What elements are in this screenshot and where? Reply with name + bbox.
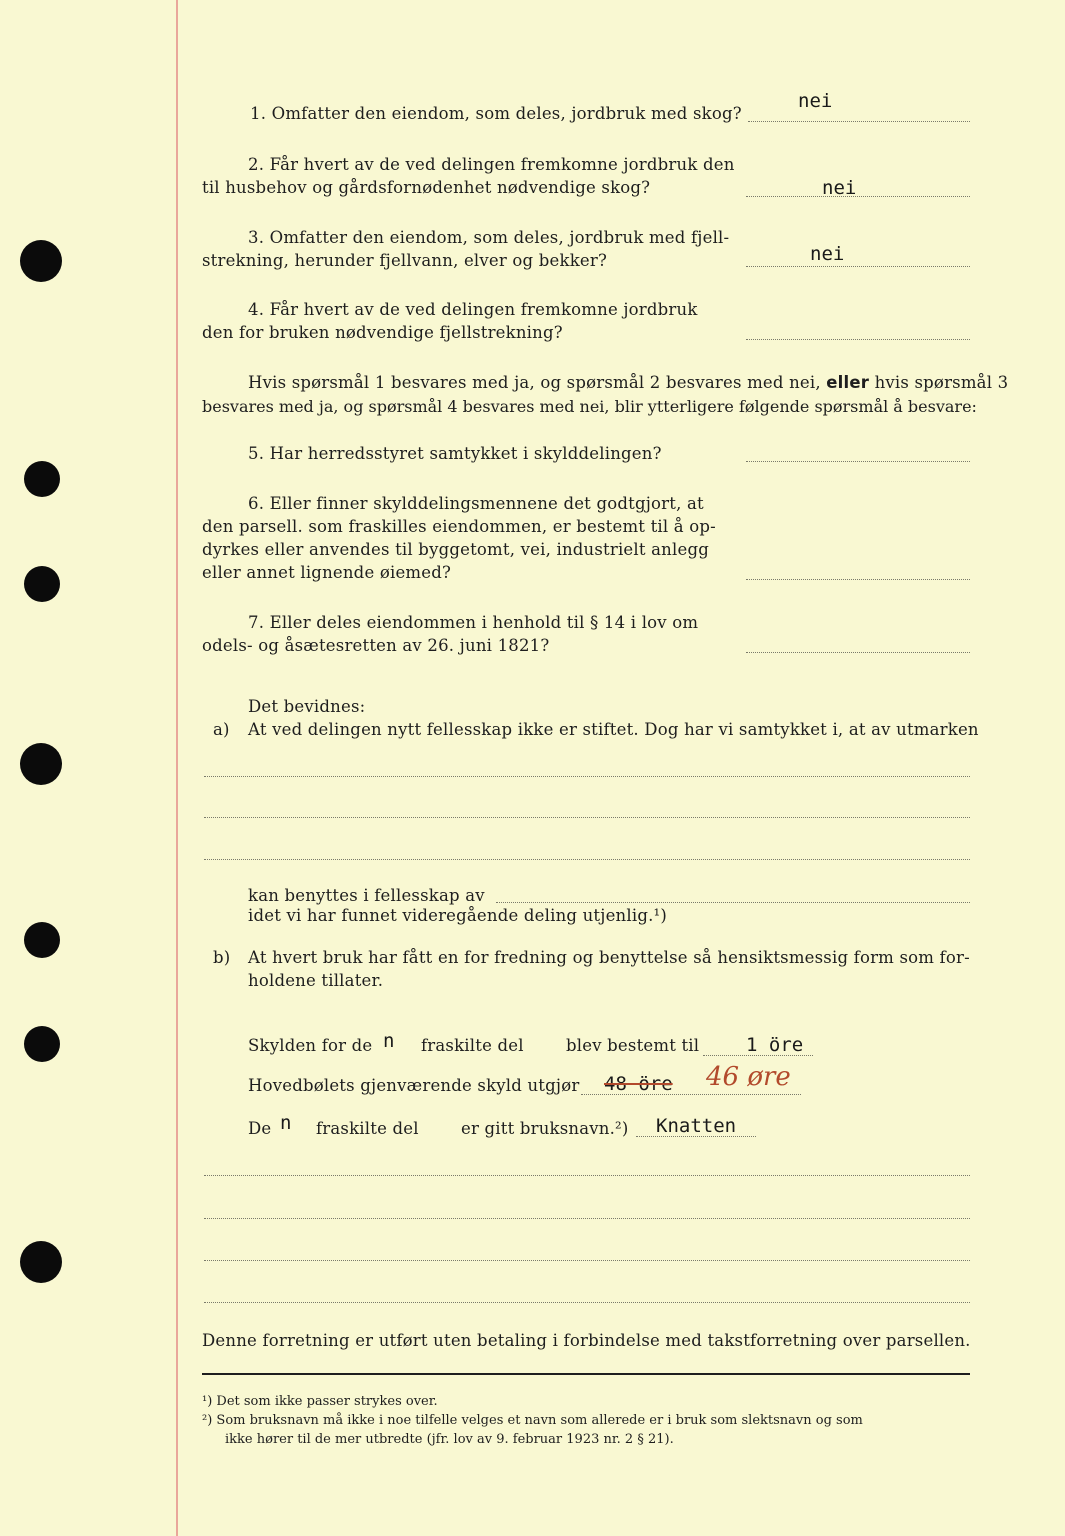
bruksnavn-fraskilte: fraskilte del bbox=[316, 1119, 419, 1138]
bruksnavn-value: Knatten bbox=[656, 1115, 737, 1137]
answer-line-4 bbox=[746, 339, 970, 340]
question-4-line-2: den for bruken nødvendige fjellstrekning? bbox=[202, 323, 563, 342]
answer-line-5 bbox=[746, 461, 970, 462]
binder-hole bbox=[24, 461, 60, 497]
question-7-line-1: 7. Eller deles eiendommen i henhold til § 14 i lov om bbox=[248, 613, 699, 632]
question-3-line-1: 3. Omfatter den eiendom, som deles, jordbruk med fjell- bbox=[248, 228, 730, 247]
binder-hole bbox=[24, 1026, 60, 1062]
fill-line bbox=[204, 859, 970, 860]
skyld-n: n bbox=[383, 1030, 395, 1052]
skyld-fraskilte: fraskilte del bbox=[421, 1036, 524, 1055]
fill-line bbox=[204, 1302, 970, 1303]
item-b-line-2: holdene tillater. bbox=[248, 971, 384, 990]
item-a-text: At ved delingen nytt fellesskap ikke er stiftet. Dog har vi samtykket i, at av utmarken bbox=[248, 720, 979, 739]
question-6-line-1: 6. Eller finner skylddelingsmennene det godtgjort, at bbox=[248, 494, 704, 513]
binder-hole bbox=[24, 922, 60, 958]
bruksnavn-n: n bbox=[280, 1112, 292, 1134]
hovedbol-label: Hovedbølets gjenværende skyld utgjør bbox=[248, 1076, 580, 1095]
question-3-line-2: strekning, herunder fjellvann, elver og bekker? bbox=[202, 251, 607, 270]
item-b-marker: b) bbox=[213, 948, 231, 967]
binder-hole bbox=[24, 566, 60, 602]
answer-line-6 bbox=[746, 579, 970, 580]
answer-line-3 bbox=[746, 266, 970, 267]
fill-line bbox=[496, 902, 970, 903]
answer-line-1 bbox=[748, 121, 970, 122]
condition-line-2: besvares med ja, og spørsmål 4 besvares med nei, blir ytterligere følgende spørsmål å besvare: bbox=[202, 397, 977, 416]
binder-hole bbox=[20, 240, 62, 282]
fill-line bbox=[204, 1175, 970, 1176]
binder-hole bbox=[20, 743, 62, 785]
footnote-rule bbox=[202, 1373, 970, 1375]
condition-text-b: hvis spørsmål 3 bbox=[874, 373, 1009, 392]
closing-statement: Denne forretning er utført uten betaling i forbindelse med takstforretning over parsellen. bbox=[202, 1331, 971, 1350]
item-a-line-2: kan benyttes i fellesskap av bbox=[248, 886, 485, 905]
question-4-line-1: 4. Får hvert av de ved delingen fremkomne jordbruk bbox=[248, 300, 698, 319]
answer-line-2 bbox=[746, 196, 970, 197]
skyld-value: 1 öre bbox=[746, 1034, 804, 1056]
binder-hole bbox=[20, 1241, 62, 1283]
item-a-marker: a) bbox=[213, 720, 230, 739]
skyld-label: Skylden for de bbox=[248, 1036, 373, 1055]
skyld-bestemt: blev bestemt til bbox=[566, 1036, 700, 1055]
question-1: 1. Omfatter den eiendom, som deles, jordbruk med skog? bbox=[250, 104, 742, 123]
condition-text-a: Hvis spørsmål 1 besvares med ja, og spørsmål 2 besvares med nei, bbox=[248, 373, 821, 392]
fill-line bbox=[204, 817, 970, 818]
question-2-line-2: til husbehov og gårdsfornødenhet nødvendige skog? bbox=[202, 178, 651, 197]
question-6-line-2: den parsell. som fraskilles eiendommen, er bestemt til å op- bbox=[202, 517, 716, 536]
question-2-line-1: 2. Får hvert av de ved delingen fremkomne jordbruk den bbox=[248, 155, 735, 174]
fill-line bbox=[204, 776, 970, 777]
fill-line bbox=[204, 1218, 970, 1219]
question-5: 5. Har herredsstyret samtykket i skylddelingen? bbox=[248, 444, 662, 463]
answer-2: nei bbox=[822, 177, 857, 199]
condition-bold: eller bbox=[826, 373, 870, 392]
item-a-line-3: idet vi har funnet videregående deling utjenlig.¹) bbox=[248, 906, 667, 925]
bruksnavn-de: De bbox=[248, 1119, 272, 1138]
condition-line-1 bbox=[248, 371, 1008, 394]
question-6-line-3: dyrkes eller anvendes til byggetomt, vei, industrielt anlegg bbox=[202, 540, 709, 559]
bevidnes-heading: Det bevidnes: bbox=[248, 697, 366, 716]
margin-line bbox=[176, 0, 178, 1536]
answer-3: nei bbox=[810, 243, 845, 265]
answer-line-7 bbox=[746, 652, 970, 653]
hovedbol-handwritten-value: 46 øre bbox=[706, 1062, 791, 1092]
item-b-line-1: At hvert bruk har fått en for fredning og benyttelse så hensiktsmessig form som for- bbox=[248, 948, 970, 967]
footnote-2-line-1: ²) Som bruksnavn må ikke i noe tilfelle velges et navn som allerede er i bruk som slektsnavn og som bbox=[202, 1413, 863, 1428]
question-6-line-4: eller annet lignende øiemed? bbox=[202, 563, 452, 582]
footnote-1: ¹) Det som ikke passer strykes over. bbox=[202, 1394, 438, 1409]
answer-1: nei bbox=[798, 90, 833, 112]
footnote-2-line-2: ikke hører til de mer utbredte (jfr. lov av 9. februar 1923 nr. 2 § 21). bbox=[225, 1432, 674, 1447]
hovedbol-struck-value: 48 öre bbox=[604, 1073, 673, 1095]
question-7-line-2: odels- og åsætesretten av 26. juni 1821? bbox=[202, 636, 550, 655]
bruksnavn-label: er gitt bruksnavn.²) bbox=[461, 1119, 629, 1138]
fill-line bbox=[204, 1260, 970, 1261]
